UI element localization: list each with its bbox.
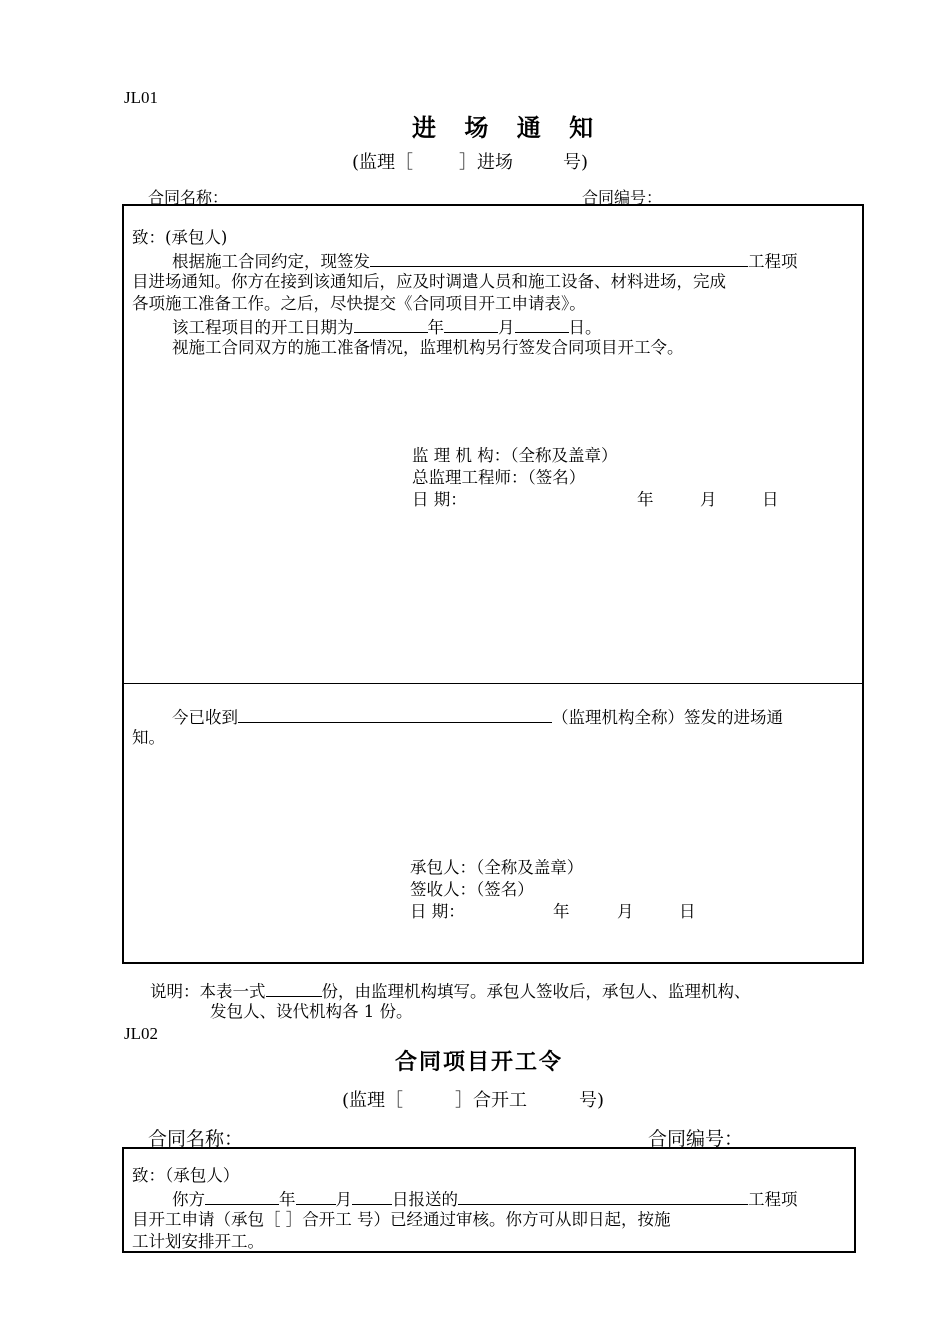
form-note-line2: 发包人、设代机构各 1 份。 bbox=[210, 1002, 413, 1021]
chief-engineer-label: 总监理工程师：（签名） bbox=[412, 468, 586, 487]
subtitle-mid: ］进场 bbox=[459, 152, 514, 173]
receipt-year-label: 年 bbox=[553, 902, 570, 921]
form2-p1-text-a: 你方 bbox=[172, 1190, 205, 1209]
sign-month-label: 月 bbox=[700, 490, 717, 509]
start-year-label: 年 bbox=[427, 318, 444, 337]
form-note bbox=[150, 979, 751, 1003]
start-month-label: 月 bbox=[498, 318, 515, 337]
form2-title: 合同项目开工令 bbox=[395, 1049, 564, 1075]
form2-code: JL02 bbox=[124, 1024, 158, 1043]
form2-paragraph-1 bbox=[172, 1187, 798, 1211]
signer-label: 签收人：（签名） bbox=[410, 880, 534, 899]
form2-addressee-line: 致：（承包人） bbox=[132, 1166, 240, 1185]
sign-year-label: 年 bbox=[637, 490, 654, 509]
p1-text-a: 根据施工合同约定，现签发 bbox=[172, 252, 370, 271]
notice-paragraph-3: 视施工合同双方的施工准备情况，监理机构另行签发合同项目开工令。 bbox=[172, 338, 684, 357]
form2-day-label: 日报送的 bbox=[392, 1190, 458, 1209]
contract-no-label: 合同编号： bbox=[582, 188, 663, 207]
receipt-text-b: （监理机构全称）签发的进场通 bbox=[552, 708, 783, 727]
form-subtitle bbox=[352, 148, 588, 174]
receipt-text-a: 今已收到 bbox=[172, 708, 238, 727]
form2-subtitle-prefix: (监理［ bbox=[342, 1090, 404, 1111]
notice-paragraph-1 bbox=[172, 249, 798, 273]
page-title: 进 场 通 知 bbox=[412, 113, 604, 142]
notice-paragraph-1-line3: 各项施工准备工作。之后，尽快提交《合同项目开工申请表》。 bbox=[132, 294, 586, 313]
form2-subtitle-suffix: 号) bbox=[579, 1090, 605, 1111]
notice-paragraph-1-line2: 目进场通知。你方在接到该通知后，应及时调遣人员和施工设备、材料进场，完成 bbox=[132, 272, 726, 291]
addressee-line: 致：(承包人) bbox=[132, 228, 228, 247]
form2-project-blank[interactable] bbox=[458, 1187, 748, 1205]
table-divider bbox=[122, 683, 864, 684]
form-code: JL01 bbox=[124, 88, 158, 107]
receipt-month-label: 月 bbox=[617, 902, 634, 921]
start-date-label: 该工程项目的开工日期为 bbox=[172, 318, 354, 337]
subtitle-suffix: 号) bbox=[563, 152, 589, 173]
start-year-blank[interactable] bbox=[354, 315, 428, 333]
supervisor-org-label: 监 理 机 构：（全称及盖章） bbox=[412, 446, 618, 465]
start-day-blank[interactable] bbox=[515, 315, 569, 333]
start-month-blank[interactable] bbox=[444, 315, 498, 333]
form2-year-label: 年 bbox=[279, 1190, 296, 1209]
contractor-label: 承包人：（全称及盖章） bbox=[410, 858, 584, 877]
sign-day-label: 日 bbox=[762, 490, 779, 509]
form2-paragraph-1-line3: 工计划安排开工。 bbox=[132, 1232, 264, 1251]
form2-contract-no-label: 合同编号： bbox=[648, 1128, 744, 1150]
form2-day-blank[interactable] bbox=[352, 1187, 392, 1205]
form2-subtitle bbox=[342, 1086, 604, 1112]
note-text-a: 说明：本表一式 bbox=[150, 982, 266, 1001]
receipt-line bbox=[172, 705, 783, 729]
form2-month-label: 月 bbox=[335, 1190, 352, 1209]
form2-contract-name-label: 合同名称： bbox=[148, 1128, 244, 1150]
receipt-date-label: 日 期： bbox=[410, 902, 465, 921]
note-text-b: 份，由监理机构填写。承包人签收后，承包人、监理机构、 bbox=[321, 982, 751, 1001]
form2-p1-text-b: 工程项 bbox=[748, 1190, 798, 1209]
start-day-label: 日。 bbox=[568, 318, 602, 337]
start-date-line bbox=[172, 315, 602, 339]
supervisor-fullname-blank[interactable] bbox=[238, 705, 552, 723]
receipt-day-label: 日 bbox=[679, 902, 696, 921]
project-name-blank[interactable] bbox=[370, 249, 748, 267]
form2-subtitle-mid: ］合开工 bbox=[455, 1090, 528, 1111]
copies-blank[interactable] bbox=[266, 979, 322, 997]
receipt-line-2: 知。 bbox=[132, 728, 165, 747]
form2-month-blank[interactable] bbox=[296, 1187, 336, 1205]
form2-year-blank[interactable] bbox=[205, 1187, 279, 1205]
p1-text-b: 工程项 bbox=[748, 252, 798, 271]
sign-date-label: 日 期： bbox=[412, 490, 467, 509]
subtitle-prefix: (监理［ bbox=[352, 152, 414, 173]
form2-paragraph-1-line2: 目开工申请（承包［ ］合开工 号）已经通过审核。你方可从即日起，按施 bbox=[132, 1210, 671, 1229]
contract-name-label: 合同名称： bbox=[148, 188, 229, 207]
